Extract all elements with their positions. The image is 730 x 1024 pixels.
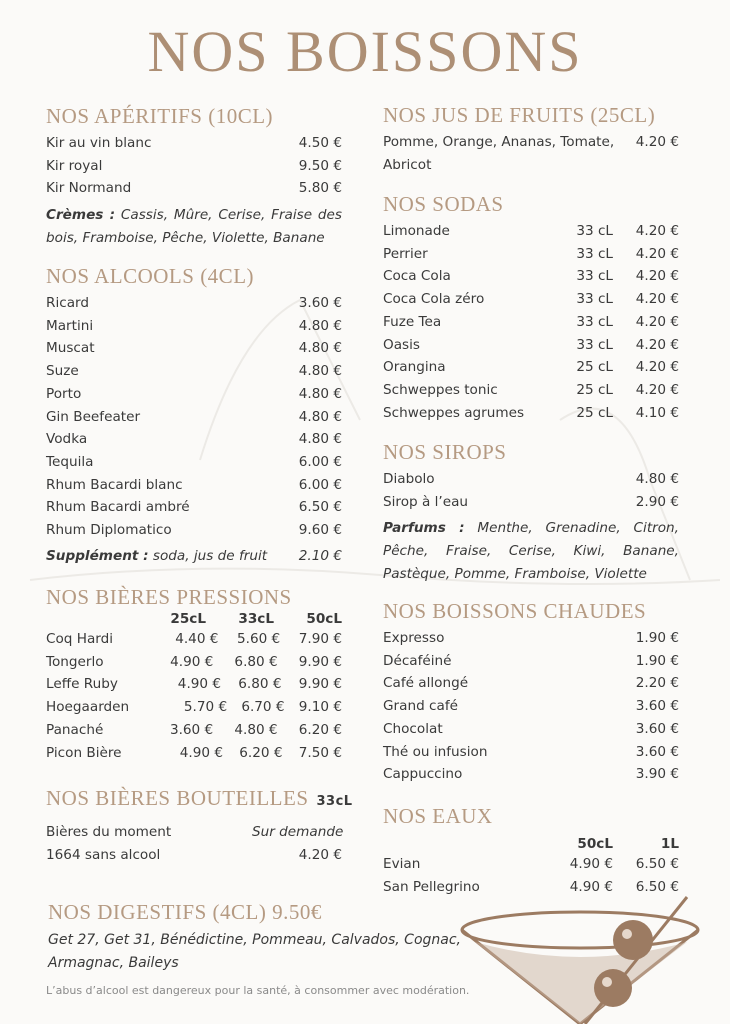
note-label: Crèmes : (46, 207, 116, 224)
section-bouteilles (46, 785, 353, 866)
menu-item (46, 337, 342, 360)
menu-item (383, 379, 679, 402)
item-price: 4.90 € (177, 676, 222, 693)
item-price: 4.20 € (635, 245, 679, 262)
item-name: Expresso (383, 630, 445, 646)
menu-item (383, 220, 679, 243)
menu-item (383, 650, 679, 673)
menu-item (46, 383, 342, 406)
item-price: 4.50 € (298, 135, 342, 151)
item-price: 1.90 € (635, 652, 679, 669)
column-header: 50cL (577, 836, 613, 852)
section-heading (46, 103, 342, 129)
item-price: 9.50 € (298, 157, 342, 174)
item-price: 4.20 € (635, 291, 679, 308)
item-price: 4.10 € (635, 404, 679, 421)
item-name: Café allongé (383, 675, 469, 692)
section-aperitifs (46, 103, 342, 250)
item-price: 6.80 € (238, 676, 282, 693)
section-sirops (383, 439, 679, 586)
column-header: 50cL (306, 611, 342, 627)
menu-item (46, 651, 342, 674)
menu-item (46, 315, 342, 338)
menu-item (46, 360, 342, 383)
item-name: Rhum Bacardi blanc (46, 476, 183, 493)
item-price: 4.90 € (179, 744, 224, 761)
item-price: 9.90 € (298, 653, 342, 670)
item-price: 3.60 € (635, 698, 679, 715)
item-name: Leffe Ruby (46, 676, 118, 693)
menu-item (383, 356, 679, 379)
item-price: 3.90 € (635, 766, 679, 783)
menu-item (383, 265, 679, 288)
item-price: 3.60 € (635, 720, 679, 737)
section-heading (383, 803, 679, 829)
item-size: 33 cL (576, 313, 613, 330)
supplement-label: Supplément : (46, 547, 149, 564)
item-size: 33 cL (576, 268, 613, 285)
column-headers (46, 610, 342, 628)
item-price: 4.20 € (635, 313, 679, 330)
item-name: Décaféiné (383, 652, 452, 669)
menu-item (383, 131, 679, 176)
item-name: Schweppes agrumes (383, 404, 525, 421)
note-text: Menthe, Grenadine, Citron, Pêche, Fraise, Cerise, Kiwi, Banane, Pastèque, Pomme, Framboise, Violette (383, 520, 679, 582)
item-name: Kir royal (46, 157, 103, 174)
note-text: Cassis, Mûre, Cerise, Fraise des bois, Framboise, Pêche, Violette, Banane (46, 207, 343, 246)
column-headers (383, 835, 679, 853)
item-price: 3.60 € (635, 743, 679, 760)
item-name: Ricard (46, 295, 90, 311)
item-price: 4.80 € (298, 408, 342, 425)
item-price: 6.00 € (298, 453, 342, 470)
item-price: 3.60 € (169, 721, 214, 738)
item-name: Bières du moment (46, 824, 172, 840)
item-price: 6.50 € (635, 856, 679, 872)
menu-item (383, 491, 679, 514)
item-price: 4.20 € (635, 336, 679, 353)
item-name: Panaché (46, 721, 104, 738)
item-name: Evian (383, 856, 421, 872)
section-heading (383, 102, 679, 128)
menu-item (383, 627, 679, 650)
heading-text: NOS JUS DE FRUITS (25CL) (383, 103, 656, 127)
item-price: 6.80 € (234, 653, 278, 670)
item-name: Porto (46, 385, 82, 402)
menu-item (46, 155, 342, 178)
item-price: 9.10 € (298, 699, 342, 716)
item-price: 4.90 € (569, 878, 613, 895)
item-name: Thé ou infusion (383, 743, 488, 760)
menu-item (383, 741, 679, 764)
item-name: Diabolo (383, 471, 435, 487)
supplement-price: 2.10 € (298, 547, 342, 564)
menu-item (46, 406, 342, 429)
flavours-note (383, 517, 679, 585)
column-spacer (46, 610, 90, 628)
item-price: 4.40 € (175, 631, 219, 647)
item-price: 4.80 € (635, 471, 679, 487)
menu-item (383, 243, 679, 266)
item-size: 33 cL (576, 245, 613, 262)
item-name: Cappuccino (383, 766, 463, 783)
section-jus (383, 102, 679, 176)
menu-item (383, 311, 679, 334)
item-price: 5.80 € (298, 180, 342, 197)
digestifs-list: Get 27, Get 31, Bénédictine, Pommeau, Calvados, Cognac, Armagnac, Baileys (48, 932, 462, 971)
menu-item (46, 177, 342, 200)
item-name: Perrier (383, 245, 428, 262)
menu-item (383, 334, 679, 357)
item-price: 6.70 € (241, 699, 285, 716)
note-label: Parfums : (383, 520, 465, 537)
section-chaudes (383, 598, 679, 786)
item-name: Martini (46, 317, 94, 334)
item-price: 2.90 € (635, 493, 679, 510)
item-name: Hoegaarden (46, 699, 130, 716)
item-name: Grand café (383, 698, 458, 715)
item-name: Kir Normand (46, 180, 132, 197)
item-price: 4.20 € (298, 846, 342, 863)
item-name: Coca Cola (383, 268, 451, 285)
menu-item (46, 844, 342, 867)
item-price: 7.50 € (298, 744, 342, 761)
item-name: Coq Hardi (46, 631, 114, 647)
item-price: 7.90 € (298, 631, 342, 647)
section-heading (383, 598, 679, 624)
menu-item (46, 496, 342, 519)
item-price: 9.90 € (298, 676, 343, 693)
item-name: San Pellegrino (383, 878, 480, 895)
item-price: 4.20 € (635, 381, 679, 398)
item-size: 33 cL (576, 223, 613, 239)
menu-item (383, 672, 679, 695)
column-header: 1L (660, 836, 679, 852)
item-price: 6.50 € (635, 878, 679, 895)
item-name: Fuze Tea (383, 313, 442, 330)
heading-text: NOS SODAS (383, 192, 504, 216)
item-size: 33 cL (576, 291, 613, 308)
item-name: Tongerlo (46, 653, 104, 670)
heading-text: NOS BIÈRES BOUTEILLES (46, 786, 309, 810)
column-header: 33cL (238, 611, 274, 627)
menu-item (383, 288, 679, 311)
heading-text: NOS APÉRITIFS (10CL) (46, 104, 274, 128)
item-name: Oasis (383, 336, 420, 353)
item-price: 6.20 € (239, 744, 283, 761)
page-title: NOS BOISSONS (147, 19, 583, 84)
section-heading (48, 899, 468, 925)
section-pressions (46, 584, 342, 764)
item-price: 4.80 € (298, 363, 342, 380)
heading-text: NOS SIROPS (383, 440, 507, 464)
item-size: 33 cL (576, 336, 613, 353)
alcohol-warning: L’abus d’alcool est dangereux pour la santé, à consommer avec modération. (46, 984, 470, 997)
menu-item (46, 292, 342, 315)
item-price: 1.90 € (635, 630, 679, 646)
menu-item (46, 719, 342, 742)
menu-item (46, 742, 342, 765)
item-name: Picon Bière (46, 744, 122, 761)
item-name: Rhum Bacardi ambré (46, 499, 190, 516)
item-name: Tequila (46, 453, 94, 470)
menu-item (383, 718, 679, 741)
item-price: 5.70 € (183, 699, 228, 716)
item-name: Sirop à l’eau (383, 493, 469, 510)
item-price: 2.20 € (635, 675, 679, 692)
flavours-note (46, 204, 342, 249)
item-price: 4.80 € (298, 340, 342, 357)
menu-item (46, 696, 342, 719)
menu-item (46, 132, 342, 155)
supplement-text: soda, jus de fruit (152, 547, 268, 564)
section-heading (46, 785, 353, 815)
menu-item (383, 402, 679, 425)
menu-item (46, 673, 342, 696)
item-name: Schweppes tonic (383, 381, 498, 398)
item-price: 4.20 € (635, 223, 679, 239)
section-heading (46, 263, 342, 289)
menu-item (46, 519, 342, 542)
heading-text: NOS BOISSONS CHAUDES (383, 599, 647, 623)
menu-item (46, 628, 342, 651)
section-heading (383, 439, 679, 465)
item-price: 4.80 € (298, 385, 342, 402)
item-name: Gin Beefeater (46, 408, 141, 425)
item-price: 4.20 € (635, 134, 679, 150)
menu-item (46, 474, 342, 497)
item-name: Kir au vin blanc (46, 135, 152, 151)
item-name: Muscat (46, 340, 95, 357)
menu-item (46, 428, 342, 451)
item-size: 25 cL (576, 359, 613, 376)
section-eaux (383, 803, 679, 898)
column-header: 25cL (170, 611, 206, 627)
item-name: Vodka (46, 431, 88, 448)
menu-item (383, 853, 679, 876)
item-price: 5.60 € (236, 631, 281, 647)
martini-glass-illustration (455, 892, 705, 1024)
heading-text: NOS EAUX (383, 804, 493, 828)
item-name: Pomme, Orange, Ananas, Tomate, Abricot (383, 134, 615, 173)
column-spacer (383, 835, 523, 853)
item-name: Coca Cola zéro (383, 291, 485, 308)
heading-text: NOS ALCOOLS (4CL) (46, 264, 255, 288)
item-price: 4.80 € (298, 317, 342, 334)
heading-text: NOS DIGESTIFS (4CL) 9.50€ (48, 900, 322, 924)
section-alcools (46, 263, 342, 567)
item-name: Rhum Diplomatico (46, 522, 172, 539)
item-price: 4.90 € (170, 653, 214, 670)
section-digestifs (48, 899, 468, 974)
item-price: 4.80 € (298, 431, 342, 448)
supplement-row (46, 545, 342, 568)
item-price: 6.50 € (298, 499, 342, 516)
item-name: Orangina (383, 359, 446, 376)
heading-unit: 33cL (316, 794, 353, 809)
section-heading (383, 191, 679, 217)
item-price: Sur demande (252, 824, 344, 840)
item-price: 4.20 € (635, 268, 679, 285)
item-name: 1664 sans alcool (46, 846, 161, 863)
item-size: 25 cL (576, 381, 613, 398)
item-price: 4.80 € (234, 721, 278, 738)
menu-item (383, 695, 679, 718)
item-price: 6.20 € (298, 721, 342, 738)
item-price: 4.90 € (569, 856, 613, 872)
item-price: 4.20 € (635, 359, 679, 376)
item-size: 25 cL (576, 404, 613, 421)
section-sodas (383, 191, 679, 424)
supplement (46, 545, 299, 568)
heading-text: NOS BIÈRES PRESSIONS (46, 585, 292, 609)
item-price: 9.60 € (298, 522, 342, 539)
section-heading (46, 584, 342, 610)
item-name: Suze (46, 363, 79, 380)
menu-item (46, 451, 342, 474)
menu-item (383, 763, 679, 786)
menu-item (46, 821, 342, 844)
menu-item (383, 468, 679, 491)
item-name: Limonade (383, 223, 450, 239)
item-price: 6.00 € (298, 476, 342, 493)
item-price: 3.60 € (298, 295, 342, 311)
item-name: Chocolat (383, 720, 443, 737)
